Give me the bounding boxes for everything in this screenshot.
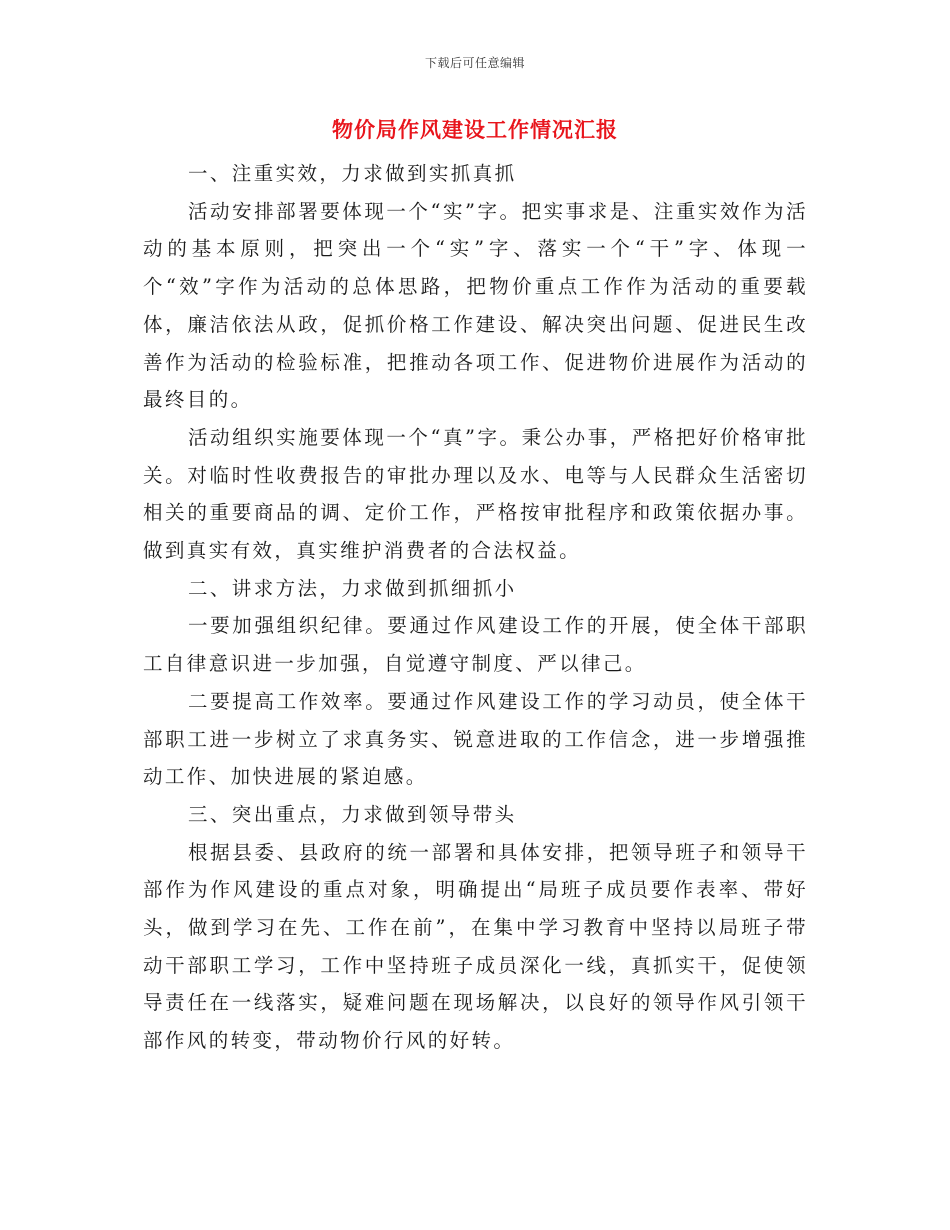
- paragraph: 一要加强组织纪律。要通过作风建设工作的开展，使全体干部职工自律意识进一步加强，自觉遵守制度、严以律己。: [143, 614, 808, 676]
- document-title: 物价局作风建设工作情况汇报: [332, 117, 618, 142]
- section-heading-3: 三、突出重点，力求做到领导带头: [188, 802, 517, 826]
- document-body: [143, 155, 808, 1060]
- section-heading-2: 二、讲求方法，力求做到抓细抓小: [188, 576, 517, 600]
- paragraph: 活动安排部署要体现一个“实”字。把实事求是、注重实效作为活动的基本原则，把突出一个“实”字、落实一个“干”字、体现一个“效”字作为活动的总体思路，把物价重点工作作为活动的重要载体，廉洁依法从政，促抓价格工作建设、解决突出问题、促进民生改善作为活动的检验标准，把推动各项工作、促进物价进展作为活动的最终目的。: [143, 199, 808, 412]
- paragraph: 活动组织实施要体现一个“真”字。秉公办事，严格把好价格审批关。对临时性收费报告的审批办理以及水、电等与人民群众生活密切相关的重要商品的调、定价工作，严格按审批程序和政策依据办事。做到真实有效，真实维护消费者的合法权益。: [143, 425, 808, 563]
- paragraph: 二要提高工作效率。要通过作风建设工作的学习动员，使全体干部职工进一步树立了求真务实、锐意进取的工作信念，进一步增强推动工作、加快进展的紧迫感。: [143, 689, 808, 789]
- paragraph: 根据县委、县政府的统一部署和具体安排，把领导班子和领导干部作为作风建设的重点对象，明确提出“局班子成员要作表率、带好头，做到学习在先、工作在前”，在集中学习教育中坚持以局班子带动干部职工学习，工作中坚持班子成员深化一线，真抓实干，促使领导责任在一线落实，疑难问题在现场解决，以良好的领导作风引领干部作风的转变，带动物价行风的好转。: [143, 840, 808, 1053]
- header-note: 下载后可任意编辑: [424, 56, 525, 70]
- section-heading-1: 一、注重实效，力求做到实抓真抓: [188, 162, 517, 185]
